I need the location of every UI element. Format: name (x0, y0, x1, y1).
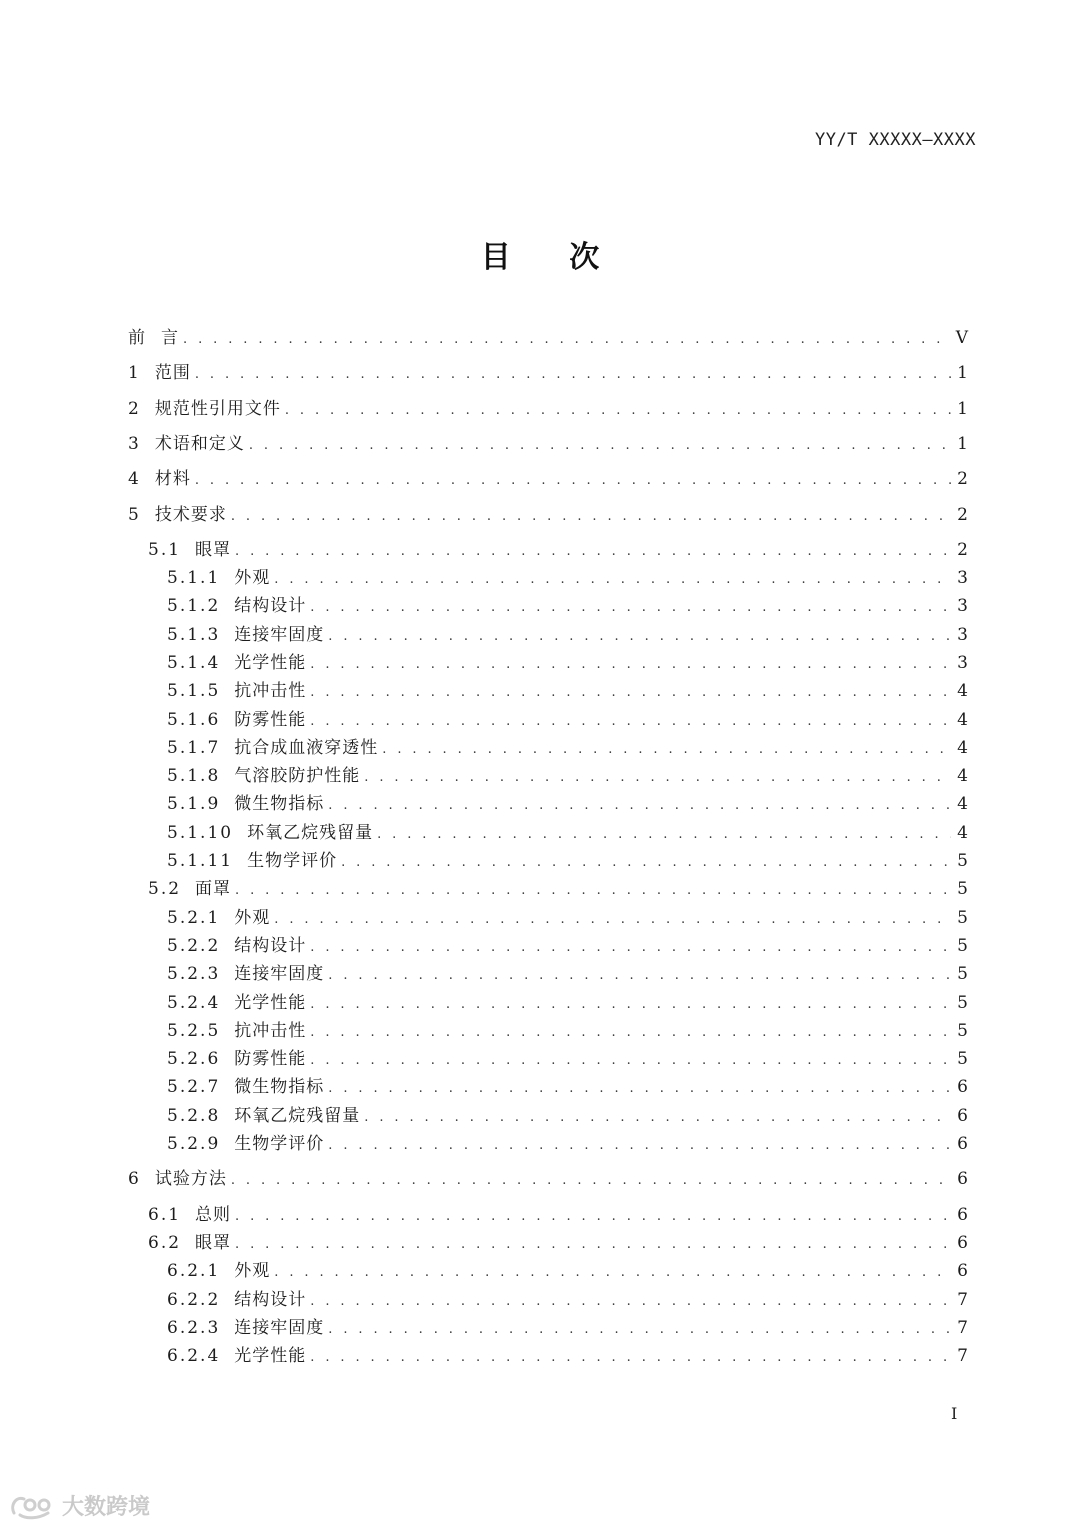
toc-entry-page: 6 (957, 1106, 968, 1126)
toc-entry-number: 6.1 (148, 1205, 182, 1225)
toc-entry-label: 面罩 (195, 879, 232, 899)
toc-entry-page: 1 (957, 363, 968, 383)
brand-logo-icon (8, 1491, 58, 1521)
toc-entry-label: 光学性能 (234, 993, 307, 1013)
toc-entry-page: 3 (957, 596, 968, 616)
toc-leader-dots (328, 964, 951, 988)
toc-entry[interactable] (128, 1167, 968, 1191)
toc-entry-label: 术语和定义 (154, 434, 245, 454)
toc-entry-number: 5.2.3 (167, 964, 221, 984)
toc-leader-dots (231, 1169, 951, 1193)
toc-entry-label: 防雾性能 (234, 1049, 307, 1069)
toc-leader-dots (274, 908, 951, 932)
toc-entry-number: 6.2.4 (167, 1346, 221, 1366)
toc-entry-number: 5.2 (148, 879, 182, 899)
toc-entry-label: 微生物指标 (234, 1077, 325, 1097)
toc-entry[interactable] (167, 1344, 968, 1368)
toc-entry-number: 5.1.9 (167, 794, 221, 814)
toc-entry-number: 5.1.7 (167, 738, 221, 758)
toc-entry-label: 结构设计 (234, 1290, 307, 1310)
toc-entry[interactable] (167, 623, 968, 647)
toc-entry-number: 5.1.1 (167, 568, 221, 588)
toc-entry[interactable] (167, 679, 968, 703)
toc-entry-label: 材料 (154, 469, 191, 489)
toc-entry[interactable] (167, 764, 968, 788)
toc-entry[interactable] (128, 432, 968, 456)
toc-entry-number: 6 (128, 1169, 139, 1189)
toc-leader-dots (328, 625, 951, 649)
toc-entry[interactable] (167, 906, 968, 930)
toc-entry-label: 外观 (234, 1261, 271, 1281)
toc-entry-page: 5 (957, 879, 968, 899)
watermark (8, 1490, 150, 1521)
toc-leader-dots (377, 823, 951, 847)
toc-leader-dots (328, 1134, 951, 1158)
toc-entry-number: 4 (128, 469, 139, 489)
toc-entry-number: 6.2.3 (167, 1318, 221, 1338)
toc-entry[interactable] (148, 1203, 968, 1227)
toc-leader-dots (183, 328, 950, 352)
toc-entry-label: 环氧乙烷残留量 (234, 1106, 361, 1126)
toc-leader-dots (310, 681, 951, 705)
toc-leader-dots (195, 363, 951, 387)
toc-leader-dots (382, 738, 951, 762)
toc-entry-number: 3 (128, 434, 139, 454)
toc-leader-dots (310, 1021, 951, 1045)
toc-leader-dots (235, 1205, 951, 1229)
toc-entry[interactable] (128, 467, 968, 491)
toc-entry-label: 结构设计 (234, 936, 307, 956)
toc-entry[interactable] (167, 821, 968, 845)
toc-entry[interactable] (167, 1075, 968, 1099)
toc-leader-dots (274, 1261, 951, 1285)
toc-leader-dots (310, 653, 951, 677)
toc-entry-label: 范围 (154, 363, 191, 383)
toc-entry-page: V (955, 328, 968, 348)
toc-entry-number: 5.2.8 (167, 1106, 221, 1126)
toc-entry-number: 前 (128, 328, 145, 348)
toc-entry-label: 结构设计 (234, 596, 307, 616)
toc-entry[interactable] (167, 708, 968, 732)
toc-entry-label: 连接牢固度 (234, 1318, 325, 1338)
toc-entry-number: 5.1.5 (167, 681, 221, 701)
toc-entry-number: 5.1.4 (167, 653, 221, 673)
toc-entry-label: 微生物指标 (234, 794, 325, 814)
toc-entry-number: 5.1.8 (167, 766, 221, 786)
toc-leader-dots (310, 1346, 951, 1370)
toc-leader-dots (364, 766, 951, 790)
toc-entry-page: 5 (957, 908, 968, 928)
toc-entry[interactable] (167, 1104, 968, 1128)
toc-entry-label: 外观 (234, 568, 271, 588)
toc-entry-number: 5.1.3 (167, 625, 221, 645)
toc-entry-label: 光学性能 (234, 653, 307, 673)
toc-entry-number: 6.2 (148, 1233, 182, 1253)
toc-leader-dots (328, 1077, 951, 1101)
toc-entry-page: 7 (957, 1318, 968, 1338)
toc-entry[interactable] (167, 792, 968, 816)
toc-entry-number: 6.2.2 (167, 1290, 221, 1310)
toc-entry-page: 4 (957, 794, 968, 814)
toc-entry-label: 光学性能 (234, 1346, 307, 1366)
toc-entry-number: 5.1.11 (167, 851, 234, 871)
toc-entry-label: 连接牢固度 (234, 625, 325, 645)
toc-entry[interactable] (167, 1259, 968, 1283)
toc-entry-number: 5.1.6 (167, 710, 221, 730)
toc-entry-number: 5.2.1 (167, 908, 221, 928)
toc-entry[interactable] (148, 538, 968, 562)
toc-entry-page: 2 (957, 469, 968, 489)
toc-entry[interactable] (167, 1316, 968, 1340)
toc-entry-page: 3 (957, 625, 968, 645)
toc-leader-dots (235, 1233, 951, 1257)
toc-entry[interactable] (167, 651, 968, 675)
toc-entry[interactable] (167, 849, 968, 873)
toc-entry-page: 7 (957, 1346, 968, 1366)
toc-entry-page: 6 (957, 1261, 968, 1281)
toc-leader-dots (231, 505, 951, 529)
toc-entry[interactable] (167, 991, 968, 1015)
toc-entry[interactable] (167, 1132, 968, 1156)
toc-leader-dots (235, 540, 951, 564)
toc-entry-number: 5.2.9 (167, 1134, 221, 1154)
toc-entry[interactable] (167, 934, 968, 958)
toc-entry[interactable] (167, 1019, 968, 1043)
toc-entry[interactable] (167, 1288, 968, 1312)
toc-entry-label: 环氧乙烷残留量 (247, 823, 374, 843)
toc-leader-dots (249, 434, 951, 458)
toc-entry-page: 5 (957, 1021, 968, 1041)
toc-entry[interactable] (128, 397, 968, 421)
toc-leader-dots (328, 1318, 951, 1342)
toc-entry-page: 2 (957, 505, 968, 525)
toc-entry-page: 4 (957, 681, 968, 701)
toc-entry-label: 试验方法 (154, 1169, 227, 1189)
toc-entry-page: 1 (957, 434, 968, 454)
toc-entry-label: 生物学评价 (234, 1134, 325, 1154)
toc-leader-dots (310, 936, 951, 960)
watermark-text: 大数跨境 (62, 1495, 151, 1520)
toc-entry[interactable] (128, 326, 968, 350)
toc-entry-label: 抗冲击性 (234, 681, 307, 701)
toc-entry[interactable] (128, 503, 968, 527)
toc-entry-page: 1 (957, 399, 968, 419)
toc-entry-number: 5.1 (148, 540, 182, 560)
toc-entry-page: 5 (957, 936, 968, 956)
toc-leader-dots (364, 1106, 951, 1130)
toc-entry-label: 言 (161, 328, 179, 348)
toc-entry-page: 5 (957, 1049, 968, 1069)
toc-entry-page: 6 (957, 1233, 968, 1253)
toc-entry-page: 3 (957, 653, 968, 673)
toc-entry[interactable] (167, 594, 968, 618)
toc-entry-page: 5 (957, 993, 968, 1013)
toc-leader-dots (285, 399, 951, 423)
toc-entry-page: 4 (957, 710, 968, 730)
toc-entry-number: 5.2.5 (167, 1021, 221, 1041)
toc-leader-dots (328, 794, 951, 818)
toc-entry[interactable] (167, 1047, 968, 1071)
toc-entry-number: 5 (128, 505, 139, 525)
toc-entry[interactable] (148, 1231, 968, 1255)
toc-entry-number: 1 (128, 363, 139, 383)
toc-entry-number: 5.2.2 (167, 936, 221, 956)
toc-entry-page: 6 (957, 1134, 968, 1154)
toc-title: 目 次 (480, 240, 624, 275)
toc-entry[interactable] (148, 877, 968, 901)
toc-entry-label: 眼罩 (195, 1233, 232, 1253)
toc-entry-page: 5 (957, 851, 968, 871)
toc-entry-label: 总则 (195, 1205, 232, 1225)
toc-entry-label: 防雾性能 (234, 710, 307, 730)
toc-entry-number: 5.2.4 (167, 993, 221, 1013)
toc-entry-label: 抗合成血液穿透性 (234, 738, 379, 758)
toc-leader-dots (310, 993, 951, 1017)
toc-entry-number: 6.2.1 (167, 1261, 221, 1281)
toc-entry-page: 4 (957, 766, 968, 786)
toc-leader-dots (310, 1290, 951, 1314)
toc-entry-label: 外观 (234, 908, 271, 928)
toc-entry[interactable] (167, 962, 968, 986)
toc-leader-dots (310, 596, 951, 620)
toc-entry-page: 5 (957, 964, 968, 984)
page-number: I (951, 1404, 958, 1423)
toc-entry-page: 7 (957, 1290, 968, 1310)
toc-entry-page: 4 (957, 738, 968, 758)
toc-entry-number: 5.2.6 (167, 1049, 221, 1069)
toc-entry-number: 2 (128, 399, 139, 419)
toc-leader-dots (310, 1049, 951, 1073)
toc-entry[interactable] (167, 566, 968, 590)
toc-entry-number: 5.1.10 (167, 823, 234, 843)
toc-leader-dots (310, 710, 951, 734)
toc-leader-dots (274, 568, 951, 592)
toc-entry[interactable] (128, 361, 968, 385)
toc-entry[interactable] (167, 736, 968, 760)
toc-entry-page: 4 (957, 823, 968, 843)
toc-entry-label: 技术要求 (154, 505, 227, 525)
toc-entry-label: 气溶胶防护性能 (234, 766, 361, 786)
toc-entry-page: 6 (957, 1205, 968, 1225)
toc-leader-dots (235, 879, 951, 903)
toc-entry-label: 眼罩 (195, 540, 232, 560)
toc-entry-label: 生物学评价 (247, 851, 338, 871)
document-code: YY/T XXXXX—XXXX (814, 130, 976, 150)
toc-entry-label: 抗冲击性 (234, 1021, 307, 1041)
toc-leader-dots (195, 469, 951, 493)
toc-entry-label: 规范性引用文件 (154, 399, 281, 419)
toc-entry-page: 2 (957, 540, 968, 560)
toc-leader-dots (341, 851, 951, 875)
toc-entry-number: 5.2.7 (167, 1077, 221, 1097)
toc-entry-label: 连接牢固度 (234, 964, 325, 984)
toc-entry-page: 3 (957, 568, 968, 588)
toc-entry-page: 6 (957, 1169, 968, 1189)
toc-entry-number: 5.1.2 (167, 596, 221, 616)
toc-entry-page: 6 (957, 1077, 968, 1097)
